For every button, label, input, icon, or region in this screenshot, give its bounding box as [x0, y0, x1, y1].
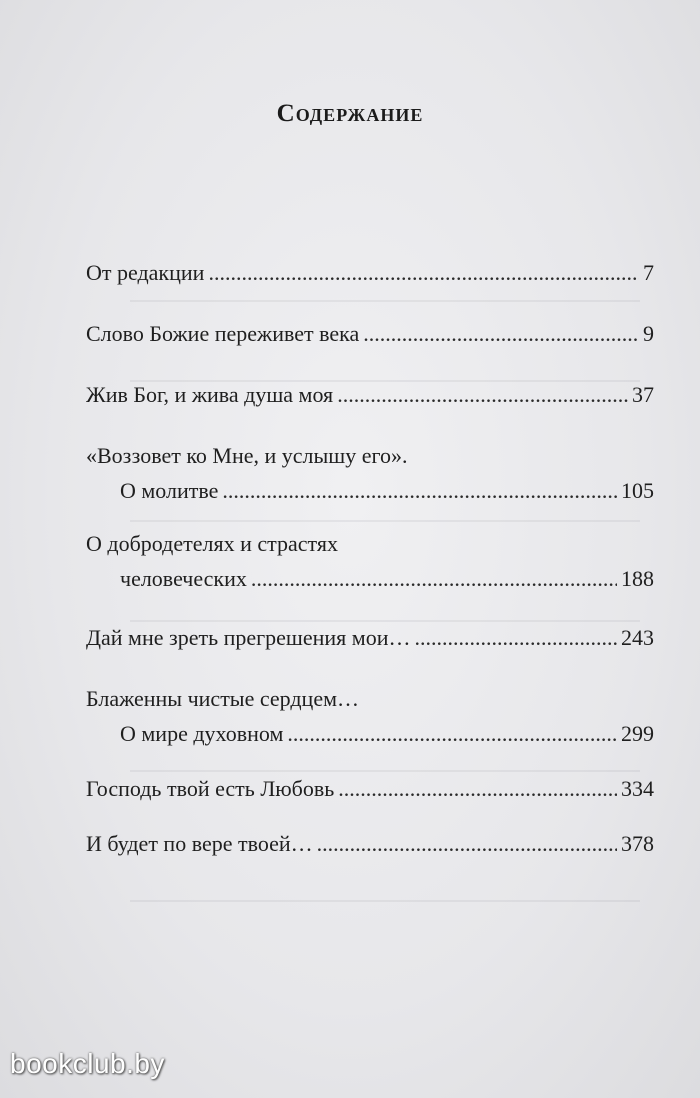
toc-entry — [86, 826, 654, 861]
toc-page-number: 105 — [621, 478, 654, 503]
toc-page-number: 7 — [643, 260, 654, 285]
toc-page-number: 188 — [621, 566, 654, 591]
toc-entry — [86, 620, 654, 655]
site-watermark: bookclub.by — [10, 1048, 165, 1079]
toc-entry — [86, 771, 654, 806]
toc-page-number: 378 — [621, 831, 654, 856]
dot-leader — [363, 316, 639, 351]
toc-entry — [86, 377, 654, 412]
toc-page-number: 299 — [621, 721, 654, 746]
toc-entry-title: Дай мне зреть прегрешения мои… — [86, 625, 411, 650]
page-title: Содержание — [276, 100, 424, 127]
toc-entry-title: Слово Божие переживет века — [86, 321, 360, 346]
toc-entry-title: И будет по вере твоей… — [86, 831, 313, 856]
toc-entry — [86, 526, 654, 596]
toc-entry-title: Господь твой есть Любовь — [86, 776, 335, 801]
toc-line — [86, 377, 654, 412]
dot-leader — [415, 620, 618, 655]
toc-line — [86, 716, 654, 751]
toc-page-number: 9 — [643, 321, 654, 346]
table-of-contents — [86, 255, 654, 861]
dot-leader — [337, 377, 628, 412]
dot-leader — [222, 473, 617, 508]
toc-line — [86, 771, 654, 806]
toc-line — [86, 526, 654, 561]
toc-entry-title: Жив Бог, и жива душа моя — [86, 382, 334, 407]
toc-line — [86, 826, 654, 861]
toc-entry-title: Блаженны чистые сердцем… — [86, 686, 360, 711]
toc-line — [86, 561, 654, 596]
dot-leader — [251, 561, 617, 596]
toc-page-number: 243 — [621, 625, 654, 650]
toc-entry — [86, 438, 654, 508]
toc-line — [86, 316, 654, 351]
dot-leader — [287, 716, 617, 751]
toc-entry-subtitle: О молитве — [120, 478, 219, 503]
toc-line — [86, 473, 654, 508]
toc-entry-title: О добродетелях и страстях — [86, 531, 338, 556]
toc-page-number: 334 — [621, 776, 654, 801]
toc-entry-title: От редакции — [86, 260, 205, 285]
toc-entry-title: «Воззовет ко Мне, и услышу его». — [86, 443, 408, 468]
toc-entry-subtitle: О мире духовном — [120, 721, 284, 746]
toc-entry — [86, 681, 654, 751]
toc-line — [86, 681, 654, 716]
toc-entry — [86, 316, 654, 351]
toc-line — [86, 255, 654, 290]
bleed-through-line — [130, 900, 640, 902]
toc-line — [86, 438, 654, 473]
toc-line — [86, 620, 654, 655]
dot-leader — [317, 826, 617, 861]
dot-leader — [208, 255, 639, 290]
toc-entry-subtitle: человеческих — [120, 566, 247, 591]
toc-entry — [86, 255, 654, 290]
toc-page-number: 37 — [632, 382, 654, 407]
dot-leader — [338, 771, 617, 806]
